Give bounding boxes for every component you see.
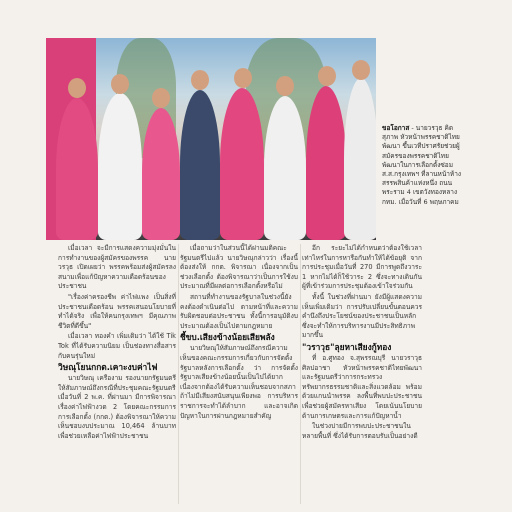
person-head <box>191 70 209 90</box>
person-figure <box>180 90 220 240</box>
section-heading: "วราวุธ"ลุยหาเสียงกู้ทอง <box>302 341 392 352</box>
paragraph: "เรื่องค่าครองชีพ ค่าไฟแพง เป็นสิ่งที่ประชาชนเดือดร้อน พรรคเสนอนโยบายที่ทำได้จริง เพื่อให้คนกรุงเทพฯ มีคุณภาพชีวิตที่ดีขึ้น" <box>58 292 176 330</box>
column-divider <box>300 244 301 504</box>
caption-lead: ขอโอกาส <box>382 124 410 132</box>
column-divider <box>178 244 179 504</box>
person-figure <box>220 88 264 240</box>
person-figure <box>264 96 306 240</box>
article-column-2 <box>180 244 298 422</box>
person-figure <box>344 78 376 240</box>
paragraph: อีก ระยะไม่ได้กำหนดว่าต้องใช้เวลาเท่าไหร่ในการหารือกันทำให้ได้ข้อยุติ จากการประชุมเมื่อวันที่ 270 มีการพูดถึงวาระ 1 หากไม่ได้ก็ใช้วาระ 2 ซึ่งจะทางเดินกัน ผู้ที่เข้าร่วมการประชุมต้องเข้าใจร่วมกัน <box>302 244 422 291</box>
article-column-1 <box>58 244 176 442</box>
person-head <box>352 60 370 80</box>
person-head <box>68 78 86 98</box>
person-head <box>152 88 170 108</box>
person-head <box>318 66 336 86</box>
person-figure <box>98 93 142 240</box>
section-heading: วิษณุโยนกกต.เคาะงบค่าไฟ <box>58 362 158 373</box>
person-head <box>111 74 129 94</box>
person-head <box>276 76 294 96</box>
paragraph: เมื่อถามว่าในส่วนนี้ได้ผ่านมติคณะรัฐมนตรีไปแล้ว นายวิษณุกล่าวว่า เรื่องนี้ต้องส่งให้ กกต. พิจารณา เนื่องจากเป็นช่วงเลือกตั้ง ต้องพิจารณาว่าเป็นการใช้งบประมาณที่มีผลต่อการเลือกตั้งหรือไม่ <box>180 244 298 291</box>
paragraph: นายวิษณุ เครืองาม รองนายกรัฐมนตรี ให้สัมภาษณ์ถึงกรณีที่ประชุมคณะรัฐมนตรีเมื่อวันที่ 2 พ.ค. ที่ผ่านมา มีการพิจารณาเรื่องค่าไฟฟ้างวด 2 โดยคณะกรรมการการเลือกตั้ง (กกต.) ต้องพิจารณาให้ความเห็นชอบงบประมาณ 10,464 ล้านบาท เพื่อช่วยเหลือค่าไฟฟ้าประชาชน <box>58 374 176 440</box>
paragraph: ทั้งนี้ ในช่วงที่ผ่านมา ยังมีผู้แสดงความเห็นเพิ่มเติมว่า การปรับเปลี่ยนขั้นตอนควรคำนึงถึงประโยชน์ของประชาชนเป็นหลัก ซึ่งจะทำให้การบริหารงานมีประสิทธิภาพมากขึ้น <box>302 292 422 340</box>
person-figure <box>142 108 180 240</box>
paragraph: เมื่อเวลา จะมีการแสดงความมุ่งมั่นในการทำงานของผู้สมัครของพรรค นายวรวุธ เปิดเผยว่า พรรคพร้อมส่งผู้สมัครลงสนามเพื่อแก้ปัญหาความเดือดร้อนของประชาชน <box>58 244 176 291</box>
photo-caption <box>382 124 464 207</box>
paragraph: นายวิษณุให้สัมภาษณ์ถึงกรณีความเห็นของคณะกรรมการเกี่ยวกับการจัดตั้งรัฐบาลหลังการเลือกตั้ง ว่า การจัดตั้งรัฐบาลเสียงข้างน้อยนั้นเป็นไปได้ยาก เนื่องจากต้องได้รับความเห็นชอบจากสภา ถ้าไม่มีเสียงสนับสนุนเพียงพอ การบริหารราชการจะทำได้ลำบาก และอาจเกิดปัญหาในการผ่านกฎหมายสำคัญ <box>180 344 298 420</box>
paragraph: ในช่วงบ่ายมีการพบปะประชาชนในหลายพื้นที่ ซึ่งได้รับการตอบรับเป็นอย่างดี <box>302 422 418 440</box>
article-column-3 <box>302 244 422 442</box>
paragraph: สถานที่ทำงานของรัฐบาลในช่วงนี้ยังคงต้องดำเนินต่อไป ตามหน้าที่และความรับผิดชอบต่อประชาชน ทั้งนี้การอนุมัติงบประมาณต้องเป็นไปตามกฎหมาย <box>180 292 298 330</box>
person-figure <box>306 86 346 240</box>
section-heading: ชี้ขบ.เสียงข้างน้อยเสียพลัง <box>180 332 275 343</box>
caption-text: - นายวรวุธ คิดสุภาพ หัวหน้าพรรคชาติไทยพัฒนา ขึ้นเวทีปราศรัยช่วยผู้สมัครของพรรคชาติไทยพัฒนาในการเลือกตั้งซ่อม ส.ส.กรุงเทพฯ ที่ลานหน้าห้างสรรพสินค้าแห่งหนึ่ง ถนนพระราม 4 เขตวังทองหลาง กทม. เมื่อวันที่ 6 พฤษภาคม <box>382 124 462 206</box>
paragraph: ที่ อ.ศูทอง จ.สุพรรณบุรี นายวราวุธ ศิลปอาชา หัวหน้าพรรคชาติไทยพัฒนา และรัฐมนตรีว่าการกระทรวงทรัพยากรธรรมชาติและสิ่งแวดล้อม พร้อมด้วยแกนนำพรรค ลงพื้นที่พบปะประชาชนเพื่อช่วยผู้สมัครหาเสียง โดยเน้นนโยบายด้านการเกษตรและการแก้ปัญหาน้ำ <box>302 353 422 420</box>
news-photo <box>46 38 376 240</box>
paragraph: เมื่อเวลา ทองคำ เพิ่มเติมว่า ได้ใช้ Tik Tok ที่ได้รับความนิยม เป็นช่องทางสื่อสารกับคนรุ่นใหม่ <box>58 332 176 360</box>
person-head <box>234 68 252 88</box>
person-figure <box>56 98 98 240</box>
